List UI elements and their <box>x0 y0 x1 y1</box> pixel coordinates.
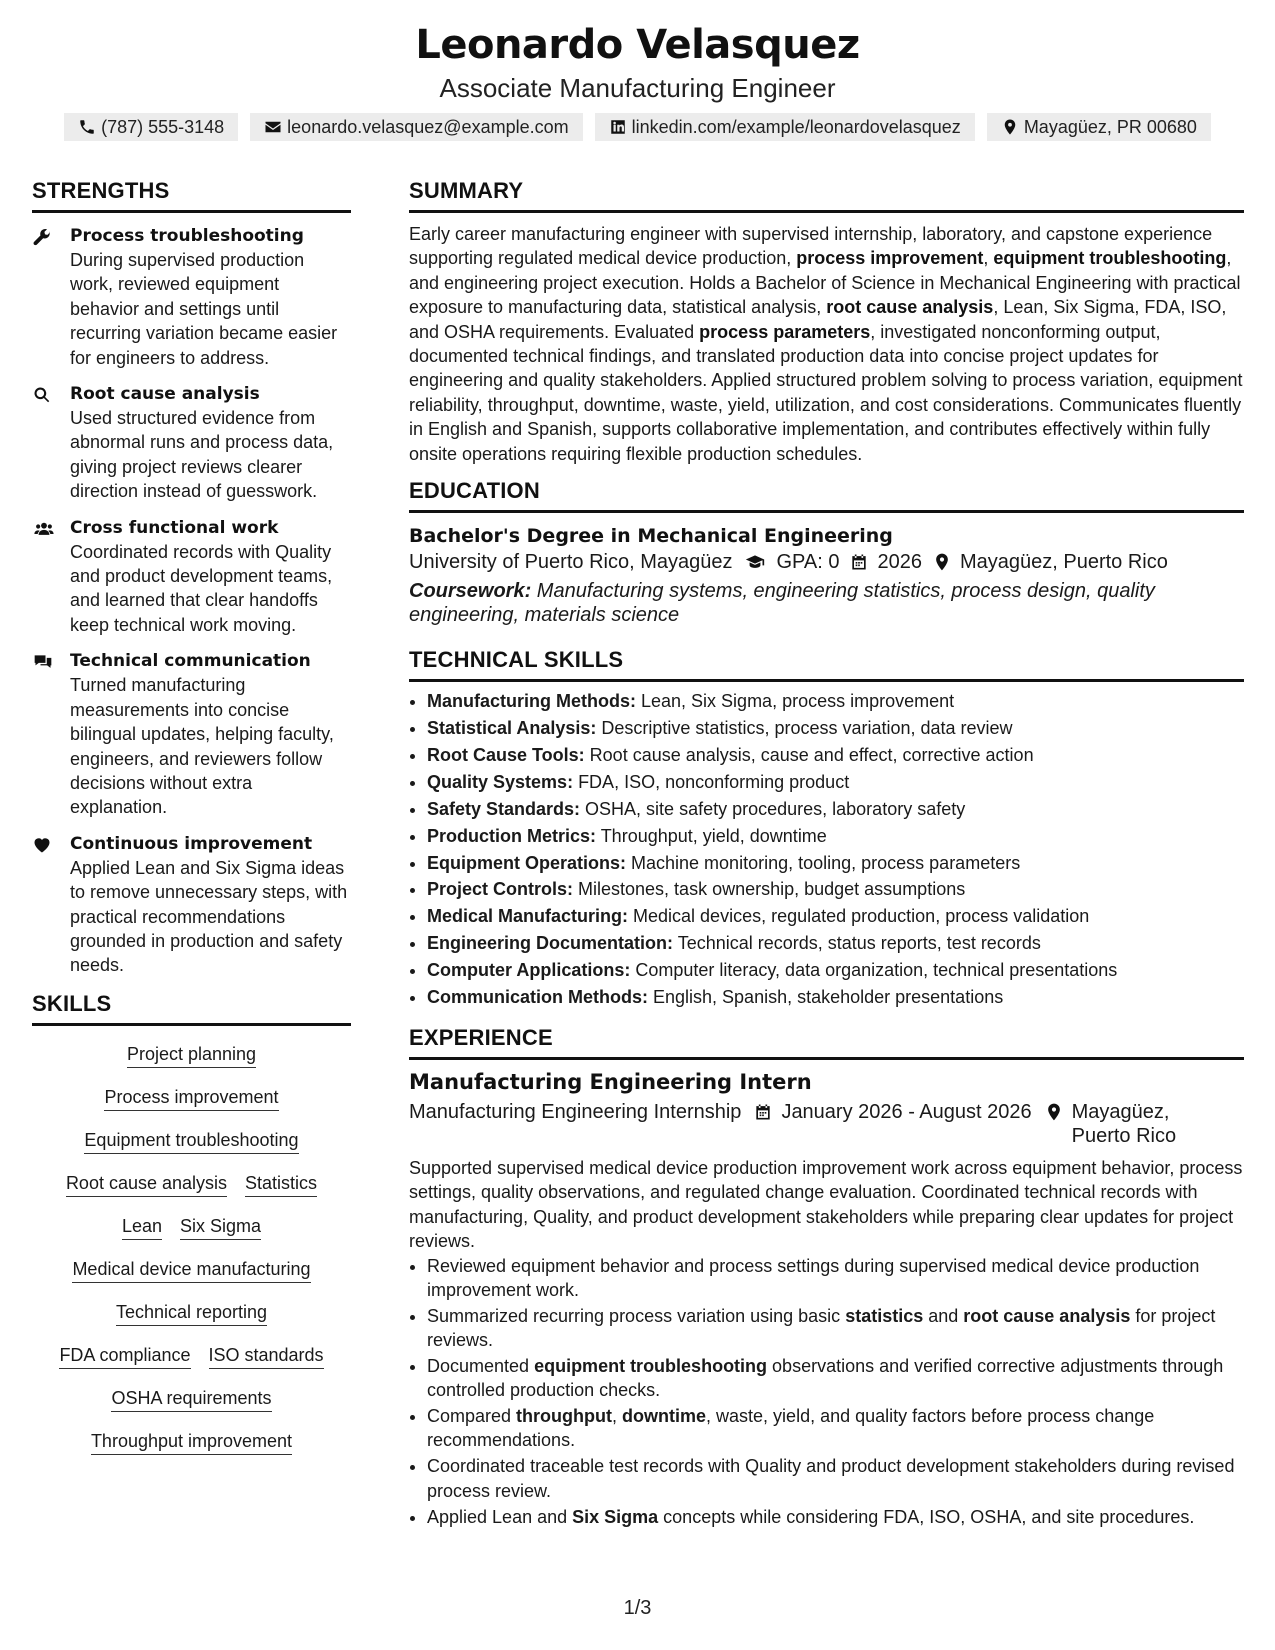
skill-tag: Project planning <box>127 1042 256 1068</box>
strength-item <box>32 225 351 370</box>
text-segment: , <box>612 1406 623 1427</box>
strength-desc: Applied Lean and Six Sigma ideas to remove unnecessary steps, with practical recommendations grounded in production and safety needs. <box>70 857 348 976</box>
candidate-name: Leonardo Velasquez <box>415 22 860 68</box>
list-item <box>427 984 1244 1011</box>
email-text: leonardo.velasquez@example.com <box>287 116 569 137</box>
skill-value: Lean, Six Sigma, process improvement <box>636 691 955 712</box>
strength-item <box>32 517 351 638</box>
text-segment: , Lean, Six Sigma, FDA, ISO, and OSHA requirements. Evaluated <box>409 297 1227 342</box>
text-segment: Reviewed equipment behavior and process settings during supervised medical device production improvement work. <box>427 1255 1200 1300</box>
list-item <box>427 1354 1244 1402</box>
bold-text: process improvement <box>796 248 984 269</box>
skill-label: Statistical Analysis: <box>427 717 597 738</box>
strength-item <box>32 833 351 978</box>
wrench-icon <box>32 227 52 247</box>
skill-label: Communication Methods: <box>427 987 648 1008</box>
skill-label: Equipment Operations: <box>427 852 627 873</box>
skill-label: Computer Applications: <box>427 960 631 981</box>
text-segment: Summarized recurring process variation using basic <box>427 1305 846 1326</box>
skill-tag: Six Sigma <box>180 1214 261 1240</box>
candidate-role: Associate Manufacturing Engineer <box>439 73 836 103</box>
skill-value: Technical records, status reports, test records <box>673 933 1041 954</box>
strength-item <box>32 650 351 819</box>
strength-desc: Turned manufacturing measurements into concise bilingual updates, helping faculty, engineers, and reviewers follow decisions without extra explanation. <box>70 675 334 818</box>
phone-text: (787) 555-3148 <box>101 116 225 137</box>
skill-value: Throughput, yield, downtime <box>596 825 827 846</box>
skill-tag: ISO standards <box>209 1343 324 1369</box>
coursework <box>409 579 1244 627</box>
text-segment: Coordinated traceable test records with Quality and product development stakeholders during revised process review. <box>427 1456 1235 1501</box>
technical-skills-heading: TECHNICAL SKILLS <box>409 647 1244 682</box>
education-details <box>409 547 1244 577</box>
users-icon <box>32 519 56 539</box>
gpa-text: GPA: 0 <box>776 551 840 574</box>
bold-text: downtime <box>622 1406 707 1427</box>
linkedin-icon <box>609 118 627 136</box>
contact-email[interactable] <box>250 113 582 141</box>
text-segment: Compared <box>427 1406 517 1427</box>
map-pin-icon <box>1044 1102 1064 1122</box>
skill-value: English, Spanish, stakeholder presentations <box>648 987 1004 1008</box>
skill-label: Quality Systems: <box>427 771 574 792</box>
skill-tag: Lean <box>122 1214 162 1240</box>
skill-tag: Equipment troubleshooting <box>84 1128 298 1154</box>
technical-skills-list <box>409 688 1244 1011</box>
list-item <box>427 823 1244 850</box>
school-name: University of Puerto Rico, Mayagüez <box>409 551 733 574</box>
contact-bar <box>0 113 1275 141</box>
strength-title: Root cause analysis <box>70 384 260 405</box>
skill-tag: FDA compliance <box>59 1343 190 1369</box>
list-item <box>427 850 1244 877</box>
skill-value: Machine monitoring, tooling, process parameters <box>626 852 1021 873</box>
contact-location <box>987 113 1211 141</box>
list-item <box>427 769 1244 796</box>
summary-text <box>409 222 1244 466</box>
skills-heading: SKILLS <box>32 991 351 1026</box>
bold-text: root cause analysis <box>826 297 994 318</box>
strength-title: Continuous improvement <box>70 833 313 854</box>
list-item <box>427 930 1244 957</box>
text-segment: Applied Lean and <box>427 1506 573 1527</box>
experience-bullets <box>409 1254 1244 1529</box>
summary-heading: SUMMARY <box>409 178 1244 213</box>
school-location: Mayagüez, Puerto Rico <box>959 551 1168 574</box>
bold-text: Six Sigma <box>572 1506 659 1527</box>
page-number: 1/3 <box>623 1597 652 1619</box>
job-title: Manufacturing Engineering Intern <box>409 1069 812 1094</box>
skill-tag: Process improvement <box>104 1085 278 1111</box>
text-segment: Early career manufacturing engineer with supervised internship, laboratory, and capstone experience supporting regulated medical device production, <box>409 224 1213 269</box>
calendar-icon <box>849 552 869 572</box>
list-item <box>427 715 1244 742</box>
strengths-list <box>32 225 351 978</box>
list-item <box>427 796 1244 823</box>
skill-label: Project Controls: <box>427 879 574 900</box>
strength-desc: Used structured evidence from abnormal runs and process data, giving project reviews clearer direction instead of guesswork. <box>70 408 334 502</box>
phone-icon <box>78 118 96 136</box>
company-name: Manufacturing Engineering Internship <box>409 1100 742 1123</box>
list-item <box>427 688 1244 715</box>
skill-tag: Medical device manufacturing <box>72 1257 310 1283</box>
calendar-icon <box>753 1102 773 1122</box>
job-location: Mayagüez, Puerto Rico <box>1071 1100 1177 1147</box>
strength-title: Process troubleshooting <box>70 226 304 246</box>
text-segment: observations and verified corrective adjustments through controlled production checks. <box>427 1355 1224 1401</box>
contact-linkedin[interactable] <box>595 113 975 141</box>
left-column <box>32 178 351 1472</box>
skill-label: Safety Standards: <box>427 798 581 819</box>
envelope-icon <box>264 118 282 136</box>
list-item <box>427 1505 1244 1529</box>
skill-tag: Root cause analysis <box>66 1171 227 1197</box>
bold-text: root cause analysis <box>963 1305 1131 1326</box>
coursework-list: Manufacturing systems, engineering statistics, process design, quality engineering, materials science <box>409 580 1155 627</box>
strength-desc: Coordinated records with Quality and product development teams, and learned that clear handoffs keep technical work moving. <box>70 541 333 635</box>
bold-text: equipment troubleshooting <box>534 1355 768 1376</box>
list-item <box>427 903 1244 930</box>
map-pin-icon <box>932 552 952 572</box>
bold-text: throughput <box>516 1406 613 1427</box>
skill-value: Computer literacy, data organization, technical presentations <box>630 960 1118 981</box>
linkedin-text: linkedin.com/example/leonardovelasquez <box>631 116 961 137</box>
skill-label: Root Cause Tools: <box>427 744 585 765</box>
text-segment: concepts while considering FDA, ISO, OSHA, and site procedures. <box>658 1506 1195 1527</box>
search-icon <box>32 385 52 405</box>
degree-title: Bachelor's Degree in Mechanical Engineering <box>409 525 893 548</box>
comments-icon <box>32 652 54 672</box>
list-item <box>427 876 1244 903</box>
job-description: Supported supervised medical device production improvement work across equipment behavior, process settings, quality observations, and regulated change evaluation. Coordinated technical records with manufacturing, Quality, and product development stakeholders while preparing clear updates for project reviews. <box>409 1157 1243 1252</box>
skills-tags <box>32 1038 351 1455</box>
text-segment: and <box>923 1305 964 1326</box>
list-item <box>427 1254 1244 1302</box>
list-item <box>427 1404 1244 1452</box>
contact-phone[interactable] <box>64 113 238 141</box>
skill-tag: Throughput improvement <box>91 1429 292 1455</box>
coursework-label: Coursework: <box>409 580 532 603</box>
list-item <box>427 742 1244 769</box>
text-segment: Documented <box>427 1355 535 1376</box>
graduation-cap-icon <box>742 552 768 572</box>
skill-value: OSHA, site safety procedures, laboratory safety <box>580 798 966 819</box>
job-dates: January 2026 - August 2026 <box>781 1100 1032 1123</box>
heart-icon <box>32 835 52 855</box>
right-column <box>409 178 1244 1531</box>
skill-label: Medical Manufacturing: <box>427 906 629 927</box>
skill-tag: Technical reporting <box>116 1300 267 1326</box>
graduation-year: 2026 <box>877 551 922 574</box>
text-segment: for project reviews. <box>427 1305 1216 1350</box>
skill-value: FDA, ISO, nonconforming product <box>573 771 850 792</box>
skill-value: Medical devices, regulated production, process validation <box>628 906 1090 927</box>
skill-label: Production Metrics: <box>427 825 597 846</box>
skill-label: Engineering Documentation: <box>427 933 674 954</box>
strength-title: Cross functional work <box>70 517 279 538</box>
skill-tag: Statistics <box>245 1171 317 1197</box>
list-item <box>427 957 1244 984</box>
list-item <box>427 1454 1244 1502</box>
skill-value: Descriptive statistics, process variation, data review <box>596 717 1013 738</box>
strength-title: Technical communication <box>70 651 311 672</box>
skill-label: Manufacturing Methods: <box>427 691 636 712</box>
education-heading: EDUCATION <box>409 478 1244 513</box>
location-text: Mayagüez, PR 00680 <box>1023 116 1197 137</box>
strengths-heading: STRENGTHS <box>32 178 351 213</box>
bold-text: statistics <box>845 1305 924 1326</box>
bold-text: process parameters <box>699 321 871 342</box>
text-segment: , <box>983 248 994 269</box>
strength-desc: During supervised production work, reviewed equipment behavior and settings until recurring variation became easier for engineers to address. <box>70 250 338 368</box>
text-segment: , investigated nonconforming output, documented technical findings, and translated production data into concise project updates for engineering and quality stakeholders. Applied structured problem solving to process variation, equipment reliability, throughput, downtime, waste, yield, utilization, and cost considerations. Communicates fluently in English and Spanish, supports collaborative implementation, and contributes effectively within fully onsite operations requiring flexible production schedules. <box>409 321 1243 464</box>
job-meta <box>409 1100 1244 1148</box>
skill-tag: OSHA requirements <box>111 1386 271 1412</box>
skill-value: Root cause analysis, cause and effect, corrective action <box>584 744 1034 765</box>
skill-value: Milestones, task ownership, budget assumptions <box>573 879 966 900</box>
map-pin-icon <box>1001 118 1019 136</box>
experience-heading: EXPERIENCE <box>409 1025 1244 1060</box>
text-segment: , waste, yield, and quality factors before process change recommendations. <box>427 1406 1155 1451</box>
text-segment: , and engineering project execution. Holds a Bachelor of Science in Mechanical Engineering with practical exposure to manufacturing data, statistical analysis, <box>409 248 1241 318</box>
bold-text: equipment troubleshooting <box>993 248 1227 269</box>
list-item <box>427 1304 1244 1352</box>
strength-item <box>32 383 351 504</box>
